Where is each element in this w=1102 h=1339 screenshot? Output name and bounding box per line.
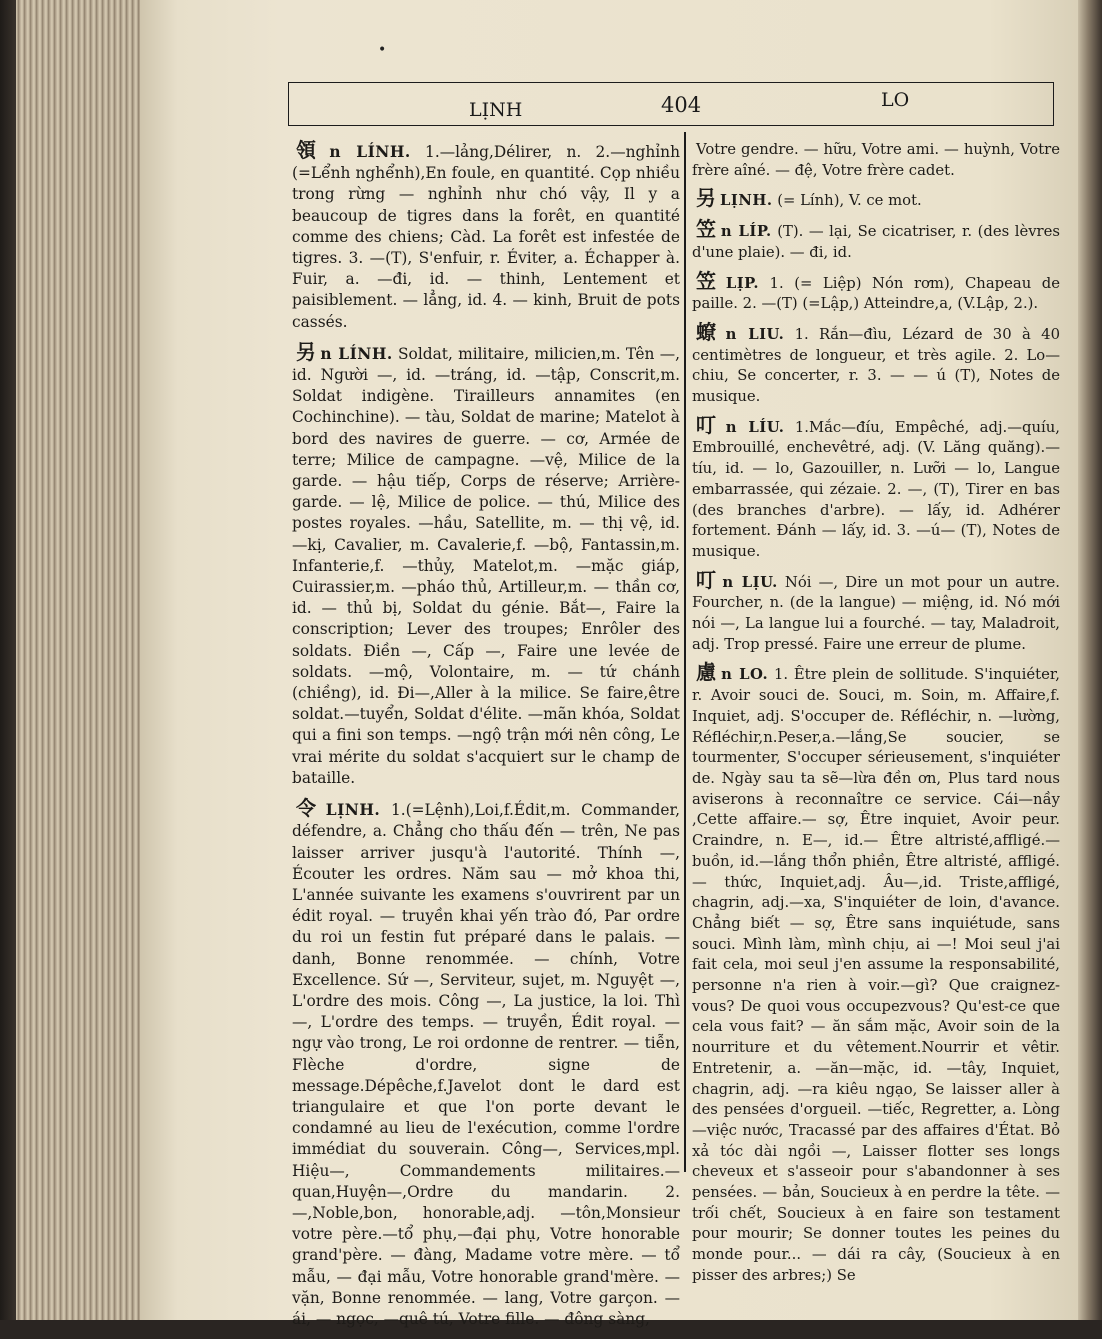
dictionary-entry: [292, 140, 680, 333]
entry-headword: LỊP.: [725, 274, 759, 292]
dictionary-entry: [692, 662, 1060, 1286]
book-right-edge: [1078, 0, 1102, 1320]
entry-character: 叮: [696, 412, 722, 437]
entry-text: 1. Rắn—đìu, Lézard de 30 à 40 centimètres de longueur, et très agile. 2. Lo—chiu, Se concerter, r. 3. — — ú (T), Notes de musique.: [692, 325, 1060, 406]
entry-character: 領: [296, 138, 326, 162]
dictionary-entry: [692, 319, 1060, 408]
entry-text: (T). — lại, Se cicatriser, r. (des lèvres d'une plaie). — đi, id.: [692, 223, 1060, 261]
entry-character: 慮: [696, 660, 718, 685]
entry-text: 1. (= Liệp) Nón rơm), Chapeau de paille. 2. —(T) (=Lập,) Atteindre,a, (V.Lập, 2.).: [692, 274, 1060, 313]
entry-headword: n LÍNH.: [329, 143, 411, 161]
entry-character: 叮: [696, 567, 719, 592]
dictionary-entry: [692, 412, 1061, 563]
page-number: 404: [661, 93, 702, 117]
entry-headword: n LO.: [721, 666, 769, 684]
entry-headword: n LÍU.: [725, 418, 785, 436]
page-ornament: •: [378, 42, 387, 58]
left-column: [292, 140, 680, 1339]
entry-text: 1.—lảng,Délirer, n. 2.—nghỉnh (=Lểnh nghểnh),En foule, en quantité. Cọp nhiều trong rừng — nghỉnh như chó vậy, Il y a beaucoup de tigres dans la forêt, en quantité comme des chiens; Càd. La forêt est infestée de tigres. 3. —(T), S'enfuir, r. Éviter, a. Échapper à. Fuir, a. —đi, id. — thinh, Lentement et paisiblement. — lẳng, id. 4. — kinh, Bruit de pots cassés.: [292, 143, 681, 331]
entry-headword: n LIU.: [725, 325, 785, 343]
entry-headword: LỊNH.: [720, 192, 773, 210]
entry-text: Votre gendre. — hữu, Votre ami. — huỳnh, Votre frère aîné. — đệ, Votre frère cadet.: [692, 141, 1060, 179]
dictionary-entry: [692, 567, 1061, 656]
dictionary-entry: [292, 339, 680, 789]
book-spine: [0, 0, 16, 1320]
entry-headword: n LÍP.: [720, 223, 772, 241]
entry-character: 笠: [696, 268, 722, 293]
header-right-word: LO: [881, 89, 910, 111]
entry-character: 笠: [696, 217, 717, 242]
right-column: [692, 140, 1060, 1294]
entry-headword: LỊNH.: [325, 801, 381, 820]
dictionary-entry: [692, 188, 1060, 212]
dictionary-entry: [692, 219, 1060, 263]
entry-character: 另: [696, 186, 716, 211]
entry-headword: n LỊU.: [722, 573, 778, 591]
column-divider: [684, 132, 686, 1172]
header-left-word: LỊNH: [469, 99, 523, 121]
dictionary-entry: [692, 140, 1060, 181]
entry-text: Nói —, Dire un mot pour un autre. Fourcher, n. (de la langue) — miệng, id. Nó mới nói —, La langue lui a fourché. — tay, Maladroit, adj. Trop pressé. Faire une erreur de plume.: [692, 573, 1061, 653]
entry-character: 另: [296, 339, 317, 364]
dictionary-entry: [292, 798, 680, 1330]
entry-character: 令: [296, 796, 322, 821]
running-header: [288, 82, 1054, 126]
entry-text: (= Lính), V. ce mot.: [777, 192, 922, 210]
entry-text: 1.(=Lệnh),Loi,f.Édit,m. Commander, défendre, a. Chẳng cho thấu đến — trên, Ne pas laisser arriver jusqu'à l'autorité. Thính —, Écouter les ordres. Năm sau — mở khoa thi, L'année suivante les examens s'ouvrirent par un édit royal. — truyền khai yến trào đó, Par ordre du roi un festin fut préparé dans le palais. — danh, Bonne renommée. — chính, Votre Excellence. Sứ —, Serviteur, sujet, m. Nguyệt —, L'ordre des mois. Công —, La justice, la loi. Thì —, L'ordre des temps. — truyền, Édit royal. — ngự vào trong, Le roi ordonne de rentrer. — tiễn, Flèche d'ordre, signe de message.Dépêche,f.Javelot dont le dard est triangulaire et que l'on porte devant le condamné au lieu de l'exécution, comme l'ordre immédiat du souverain. Công—, Services,mpl. Hiệu—, Commandements militaires.—quan,Huyện—,Ordre du mandarin. 2. —,Noble,bon, honorable,adj. —tôn,Monsieur votre père.—tổ phụ,—đại phụ, Votre honorable grand'père. — đàng, Madame votre mère. — tổ mẫu, — đại mẫu, Votre honorable grand'mère. — vặn, Bonne renommée. — lang, Votre garçon. — ái, — ngọc, —quê tú, Votre fille. — đông sàng,: [292, 801, 680, 1328]
entry-text: 1. Être plein de sollitude. S'inquiéter, r. Avoir souci de. Souci, m. Soin, m. Affaire,f. Inquiet, adj. S'occuper de. Réfléchir, n. —lường, Réfléchir,n.Peser,a.—lắng,Se soucier, se tourmenter, S'occuper sérieusement, s'inquiéter de. Ngày sau ta sẽ—lừa đền ơn, Plus tard nous aviserons à reconnaître ce service. Cái—nầy ,Cette affaire.— sợ, Être inquiet, Avoir peur. Craindre, n. E—, id.— Être altristé,affligé.—buồn, id.—lắng thổn phiền, Être altristé, affligé. — thức, Inquiet,adj. Âu—,id. Triste,affligé, chagrin, adj.—xa, S'inquiéter de loin, d'avance. Chẳng biết — sợ, Être sans inquiétude, sans souci. Mình làm, mình chịu, ai —! Moi seul j'ai fait cela, moi seul j'en assume la responsabilité, personne n'a rien à voir.—gì? Que craignez-vous? De quoi vous occupezvous? Qu'est-ce que cela vous fait? — ăn sắm mặc, Avoir soin de la nourriture et du vêtement.Nourrir et vêtir. Entretenir, a. —ăn—mặc, id. —tây, Inquiet, chagrin, adj. —ra kiêu ngạo, Se laisser aller à des pensées d'orgueil. —tiếc, Regretter, a. Lòng—việc nước, Tracassé par des affaires d'État. Bỏ xả tóc dài ngồi —, Laisser flotter ses longs cheveux et s'asseoir pour s'abandonner à ses pensées. — bản, Soucieux à en perdre la tête. — trối chết, Soucieux à en faire son testament pour mourir; Se donner toutes les peines du monde pour... — dái ra cây, (Soucieux à en pisser des arbres;) Se: [692, 666, 1060, 1284]
dictionary-entry: [692, 268, 1060, 315]
entry-headword: n LÍNH.: [320, 344, 393, 363]
entry-text: 1.Mắc—đíu, Empêché, adj.—quíu, Embrouillé, enchevêtré, adj. (V. Lăng quăng).— tíu, id. — lo, Gazouiller, n. Lưỡi — lo, Langue embarrassée, qui zézaie. 2. —, (T), Tirer en bas (des branches d'arbre). — lấy, id. Adhérer fortement. Đánh — lấy, id. 3. —ú— (T), Notes de musique.: [692, 418, 1061, 560]
entry-character: 蟟: [696, 319, 722, 344]
entry-text: Soldat, militaire, milicien,m. Tên —, id. Người —, id. —tráng, id. —tập, Conscrit,m. Soldat indigène. Tirailleurs annamites (en Cochinchine). — tàu, Soldat de marine; Matelot à bord des navires de guerre. — cơ, Armée de terre; Milice de campagne. —vệ, Milice de la garde. — hậu tiếp, Corps de réserve; Arrière-garde. — lệ, Milice de police. — thú, Milice des postes royales. —hầu, Satellite, m. — thị vệ, id. —kị, Cavalier, m. Cavalerie,f. —bộ, Fantassin,m. Infanterie,f. —thủy, Matelot,m. —mặc giáp, Cuirassier,m. —pháo thủ, Artilleur,m. — thần cơ, id. — thủ bị, Soldat du génie. Bắt—, Faire la conscription; Lever des troupes; Enrôler des soldats. Điền —, Cấp —, Faire une levée de soldats. —mộ, Volontaire, m. — tứ chánh (chiềng), id. Đi—,Aller à la milice. Se faire,être soldat.—tuyển, Soldat d'élite. —mãn khóa, Soldat qui a fini son temps. —ngộ trận mới nên công, Le vrai mérite du soldat s'acquiert sur le champ de bataille.: [292, 344, 680, 787]
